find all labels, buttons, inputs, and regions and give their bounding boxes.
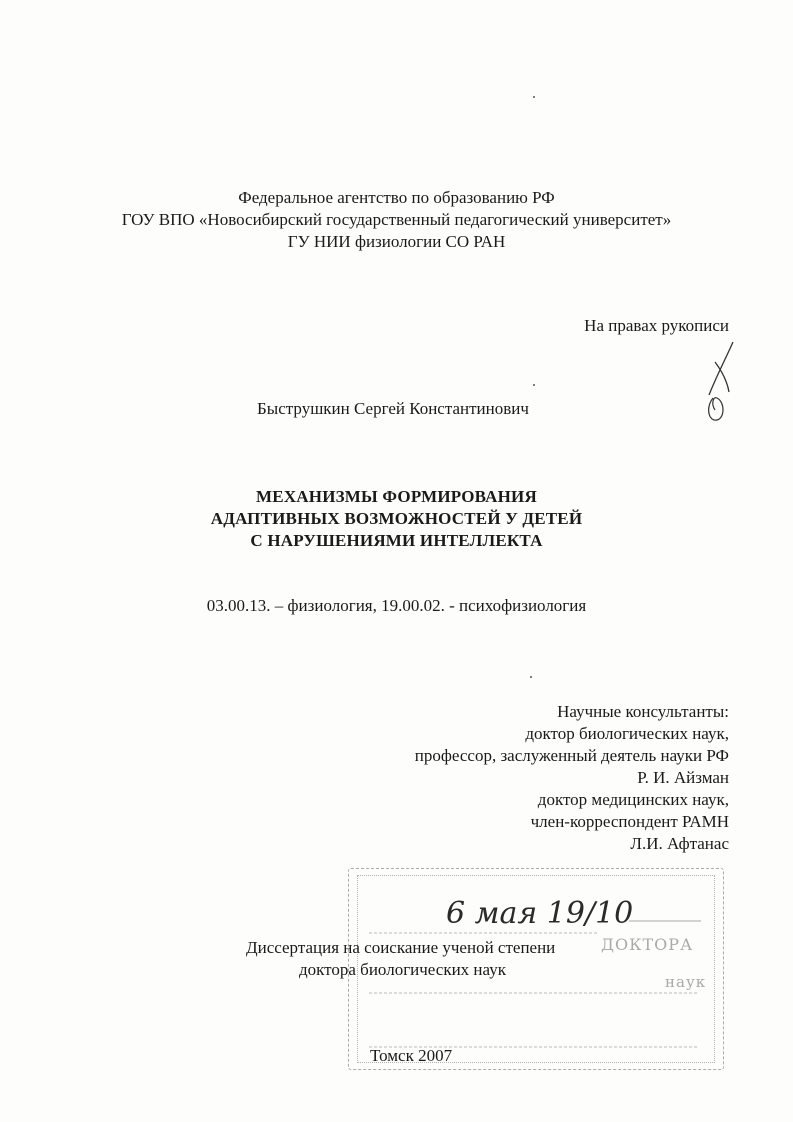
author-name: Быструшкин Сергей Константинович xyxy=(257,399,529,418)
consultant-2-name: Л.И. Афтанас xyxy=(630,834,729,853)
scan-speck xyxy=(530,676,532,678)
handwritten-date: 6 мая 19/10 xyxy=(446,896,634,931)
manuscript-rights: На правах рукописи xyxy=(584,316,729,335)
consultant-1-title: профессор, заслуженный деятель науки РФ xyxy=(414,746,729,765)
consultant-1-degree: доктор биологических наук, xyxy=(525,724,729,743)
consultant-1-name: Р. И. Айзман xyxy=(637,768,729,787)
header-agency: Федеральное агентство по образованию РФ xyxy=(238,188,555,207)
title-line-1: МЕХАНИЗМЫ ФОРМИРОВАНИЯ xyxy=(256,487,537,506)
city-year: Томск 2007 xyxy=(370,1046,453,1065)
consultant-2-title: член-корреспондент РАМН xyxy=(530,812,729,831)
stamp-word-nauk: наук xyxy=(665,973,707,991)
dissertation-line-1: Диссертация на соискание ученой степени xyxy=(246,938,556,957)
scan-speck xyxy=(533,96,535,98)
title-line-2: АДАПТИВНЫХ ВОЗМОЖНОСТЕЙ У ДЕТЕЙ xyxy=(210,509,583,528)
stamp-word-doctor: ДОКТОРА xyxy=(601,935,694,954)
title-line-3: С НАРУШЕНИЯМИ ИНТЕЛЛЕКТА xyxy=(250,531,543,550)
consultant-2-degree: доктор медицинских наук, xyxy=(537,790,729,809)
dissertation-line-2: доктора биологических наук xyxy=(299,960,506,979)
header-institute: ГУ НИИ физиологии СО РАН xyxy=(287,232,506,251)
specialty-codes: 03.00.13. – физиология, 19.00.02. - психофизиология xyxy=(206,596,587,615)
header-university: ГОУ ВПО «Новосибирский государственный педагогический университет» xyxy=(121,210,672,229)
consultants-heading: Научные консультанты: xyxy=(557,702,729,721)
scan-speck xyxy=(533,384,535,386)
